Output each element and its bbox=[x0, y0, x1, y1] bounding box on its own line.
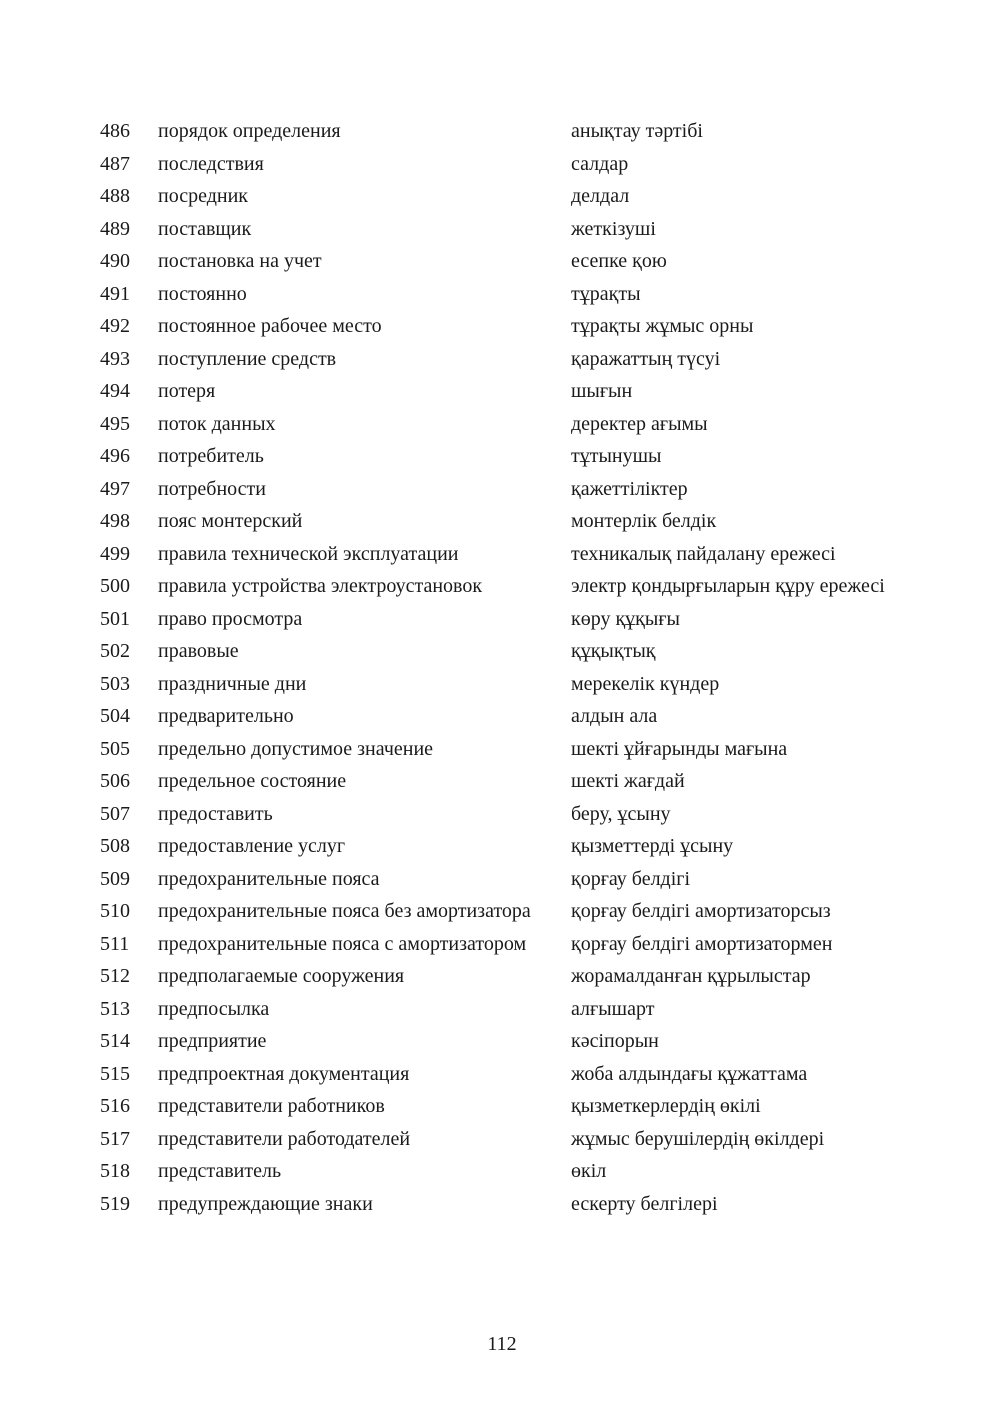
glossary-entry bbox=[100, 476, 900, 504]
russian-term: предохранительные пояса без амортизатора bbox=[158, 900, 531, 922]
kazakh-term: электр қондырғыларын құру ережесі bbox=[571, 575, 885, 597]
entry-number: 505 bbox=[100, 737, 130, 760]
russian-term: праздничные дни bbox=[158, 672, 307, 695]
entry-number: 488 bbox=[100, 185, 130, 207]
kazakh-term: құқықтық bbox=[571, 640, 656, 662]
entry-number: 494 bbox=[100, 380, 130, 402]
russian-term: посредник bbox=[158, 185, 248, 207]
russian-term: постоянное рабочее место bbox=[158, 315, 382, 337]
glossary-entry bbox=[100, 996, 900, 1024]
kazakh-term: алдын ала bbox=[571, 705, 658, 727]
entry-number: 501 bbox=[100, 607, 130, 630]
kazakh-term: беру, ұсыну bbox=[571, 802, 671, 825]
entry-number: 506 bbox=[100, 770, 130, 792]
kazakh-term: есепке қою bbox=[571, 250, 667, 272]
kazakh-term: жоба алдындағы құжаттама bbox=[571, 1062, 808, 1085]
russian-term: предоставить bbox=[158, 802, 273, 825]
glossary-entry bbox=[100, 1093, 900, 1121]
russian-term: предохранительные пояса с амортизатором bbox=[158, 932, 527, 955]
entry-number: 497 bbox=[100, 477, 130, 500]
entry-number: 519 bbox=[100, 1192, 130, 1215]
kazakh-term: жұмыс берушілердің өкілдері bbox=[571, 1127, 825, 1150]
entry-number: 514 bbox=[100, 1030, 130, 1052]
russian-term: поступление средств bbox=[158, 347, 337, 370]
kazakh-term: делдал bbox=[571, 185, 630, 207]
kazakh-term: жорамалданған құрылыстар bbox=[571, 965, 811, 987]
glossary-entry bbox=[100, 801, 900, 829]
glossary-entry bbox=[100, 736, 900, 764]
glossary-entry bbox=[100, 1028, 900, 1056]
entry-number: 518 bbox=[100, 1160, 130, 1182]
russian-term: постановка на учет bbox=[158, 250, 322, 272]
russian-term: предпосылка bbox=[158, 997, 270, 1020]
russian-term: предоставление услуг bbox=[158, 835, 346, 857]
entry-number: 508 bbox=[100, 835, 130, 857]
russian-term: право просмотра bbox=[158, 607, 303, 630]
kazakh-term: қызметтерді ұсыну bbox=[571, 835, 734, 857]
kazakh-term: тұрақты жұмыс орны bbox=[571, 315, 754, 337]
glossary-entry bbox=[100, 313, 900, 341]
kazakh-term: монтерлік белдік bbox=[571, 510, 717, 532]
entry-number: 486 bbox=[100, 120, 130, 142]
russian-term: предполагаемые сооружения bbox=[158, 965, 405, 987]
glossary-entry bbox=[100, 1158, 900, 1186]
entry-number: 516 bbox=[100, 1095, 130, 1117]
kazakh-term: қаражаттың түсуі bbox=[571, 347, 721, 370]
glossary-entry bbox=[100, 541, 900, 569]
entry-number: 504 bbox=[100, 705, 130, 727]
russian-term: последствия bbox=[158, 152, 264, 175]
russian-term: предпроектная документация bbox=[158, 1062, 410, 1085]
russian-term: потеря bbox=[158, 380, 216, 402]
glossary-entry bbox=[100, 378, 900, 406]
entry-number: 517 bbox=[100, 1127, 130, 1150]
entry-number: 507 bbox=[100, 802, 130, 825]
glossary-entry bbox=[100, 346, 900, 374]
kazakh-term: салдар bbox=[571, 152, 629, 175]
glossary-entry bbox=[100, 703, 900, 731]
kazakh-term: шекті жағдай bbox=[571, 770, 685, 792]
entry-number: 510 bbox=[100, 900, 130, 922]
glossary-entry bbox=[100, 151, 900, 179]
entry-number: 515 bbox=[100, 1062, 130, 1085]
glossary-entry bbox=[100, 963, 900, 991]
russian-term: правила устройства электроустановок bbox=[158, 575, 483, 597]
russian-term: предельное состояние bbox=[158, 770, 347, 792]
russian-term: предельно допустимое значение bbox=[158, 737, 434, 760]
entry-number: 496 bbox=[100, 445, 130, 467]
glossary-list bbox=[100, 118, 900, 1223]
russian-term: поставщик bbox=[158, 217, 252, 240]
russian-term: представители работников bbox=[158, 1095, 385, 1117]
entry-number: 511 bbox=[100, 932, 130, 955]
entry-number: 489 bbox=[100, 217, 130, 240]
russian-term: постоянно bbox=[158, 282, 247, 305]
glossary-entry bbox=[100, 443, 900, 471]
russian-term: представитель bbox=[158, 1160, 282, 1182]
entry-number: 499 bbox=[100, 542, 130, 565]
russian-term: предварительно bbox=[158, 705, 294, 727]
kazakh-term: шығын bbox=[571, 380, 633, 402]
glossary-entry bbox=[100, 508, 900, 536]
kazakh-term: қорғау белдігі амортизатормен bbox=[571, 932, 833, 955]
entry-number: 491 bbox=[100, 282, 130, 305]
kazakh-term: қорғау белдігі амортизаторсыз bbox=[571, 900, 831, 922]
glossary-entry bbox=[100, 931, 900, 959]
entry-number: 513 bbox=[100, 997, 130, 1020]
entry-number: 487 bbox=[100, 152, 130, 175]
russian-term: представители работодателей bbox=[158, 1127, 411, 1150]
glossary-entry bbox=[100, 183, 900, 211]
kazakh-term: көру құқығы bbox=[571, 607, 680, 630]
kazakh-term: алғышарт bbox=[571, 997, 655, 1020]
glossary-entry bbox=[100, 768, 900, 796]
glossary-entry bbox=[100, 638, 900, 666]
kazakh-term: кәсіпорын bbox=[571, 1030, 659, 1052]
glossary-entry bbox=[100, 1126, 900, 1154]
russian-term: предприятие bbox=[158, 1030, 267, 1052]
entry-number: 503 bbox=[100, 672, 130, 695]
russian-term: правила технической эксплуатации bbox=[158, 542, 459, 565]
russian-term: пояс монтерский bbox=[158, 510, 303, 532]
entry-number: 498 bbox=[100, 510, 130, 532]
kazakh-term: өкіл bbox=[571, 1160, 607, 1182]
kazakh-term: тұрақты bbox=[571, 282, 641, 305]
entry-number: 490 bbox=[100, 250, 130, 272]
glossary-entry bbox=[100, 118, 900, 146]
entry-number: 509 bbox=[100, 867, 130, 890]
kazakh-term: ескерту белгілері bbox=[571, 1192, 718, 1215]
entry-number: 492 bbox=[100, 315, 130, 337]
kazakh-term: қызметкерлердің өкілі bbox=[571, 1095, 761, 1117]
kazakh-term: шекті ұйғарынды мағына bbox=[571, 737, 788, 760]
entry-number: 495 bbox=[100, 412, 130, 435]
russian-term: поток данных bbox=[158, 412, 276, 435]
entry-number: 512 bbox=[100, 965, 130, 987]
kazakh-term: тұтынушы bbox=[571, 445, 662, 467]
glossary-entry bbox=[100, 1191, 900, 1219]
glossary-entry bbox=[100, 898, 900, 926]
glossary-entry bbox=[100, 606, 900, 634]
kazakh-term: жеткізуші bbox=[571, 217, 656, 240]
entry-number: 502 bbox=[100, 640, 130, 662]
kazakh-term: қажеттіліктер bbox=[571, 477, 688, 500]
glossary-entry bbox=[100, 866, 900, 894]
glossary-entry bbox=[100, 1061, 900, 1089]
page-number: 112 bbox=[487, 1333, 517, 1355]
glossary-entry bbox=[100, 573, 900, 601]
russian-term: правовые bbox=[158, 640, 239, 662]
russian-term: предупреждающие знаки bbox=[158, 1192, 373, 1215]
kazakh-term: қорғау белдігі bbox=[571, 867, 691, 890]
kazakh-term: деректер ағымы bbox=[571, 412, 708, 435]
kazakh-term: мерекелік күндер bbox=[571, 672, 720, 695]
kazakh-term: анықтау тәртібі bbox=[571, 120, 703, 142]
russian-term: потребности bbox=[158, 477, 266, 500]
glossary-entry bbox=[100, 833, 900, 861]
russian-term: потребитель bbox=[158, 445, 264, 467]
glossary-entry bbox=[100, 216, 900, 244]
glossary-entry bbox=[100, 281, 900, 309]
glossary-entry bbox=[100, 671, 900, 699]
glossary-entry bbox=[100, 248, 900, 276]
russian-term: предохранительные пояса bbox=[158, 867, 380, 890]
kazakh-term: техникалық пайдалану ережесі bbox=[571, 542, 836, 565]
entry-number: 493 bbox=[100, 347, 130, 370]
russian-term: порядок определения bbox=[158, 120, 341, 142]
glossary-entry bbox=[100, 411, 900, 439]
entry-number: 500 bbox=[100, 575, 130, 597]
